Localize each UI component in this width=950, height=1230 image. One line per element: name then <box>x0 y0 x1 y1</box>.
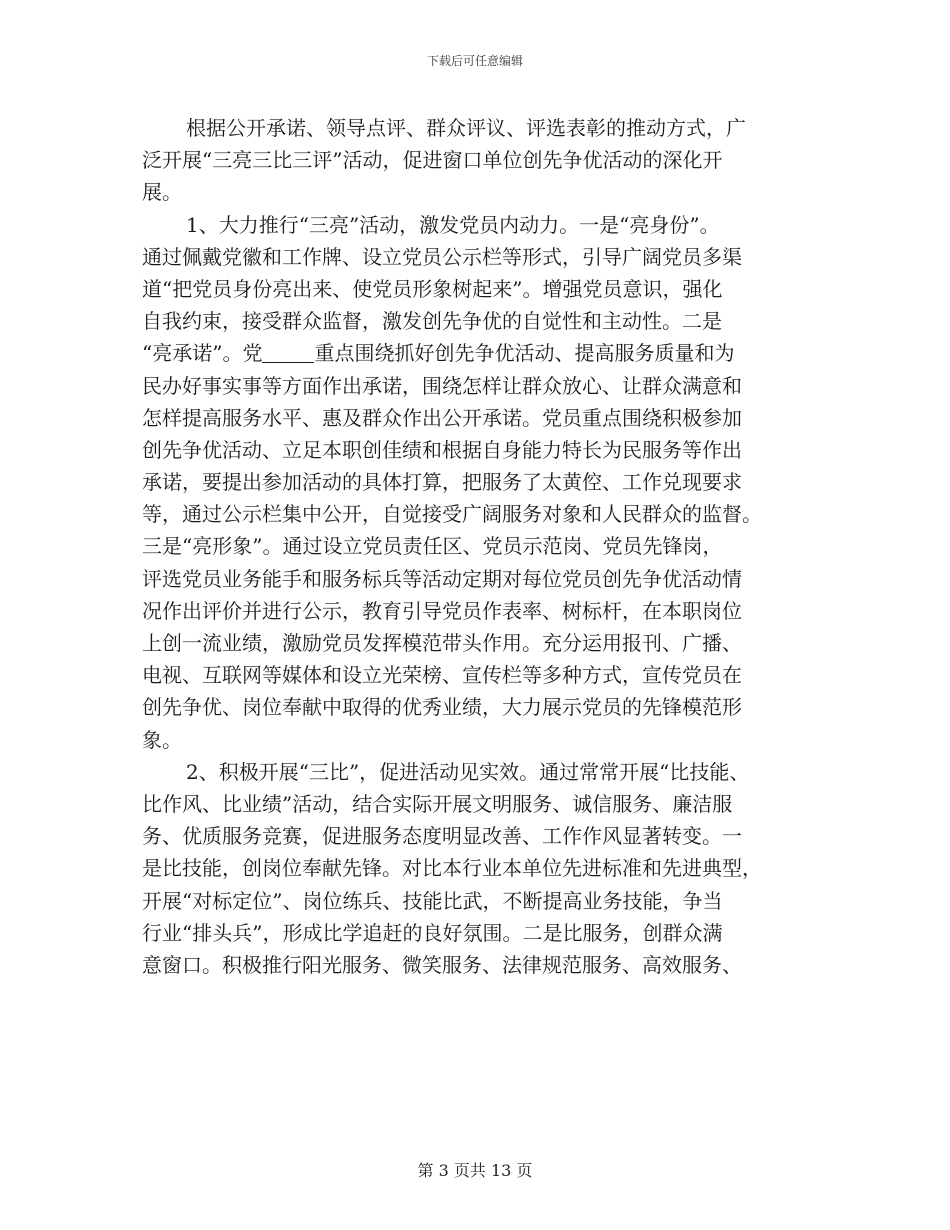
text-line: 承诺，要提出参加活动的具体打算，把服务了太黄倥、工作兑现要求 <box>142 470 742 495</box>
text-line: 民办好事实事等方面作出承诺，围绕怎样让群众放心、让群众满意和 <box>142 373 742 398</box>
text-line: 2、积极开展“三比”，促进活动见实效。通过常常开展“比技能、 <box>186 759 750 784</box>
fill-in-blank <box>262 342 314 363</box>
paragraph-1 <box>142 112 822 209</box>
text-line: 通过佩戴党徽和工作牌、设立党员公示栏等形式，引导广阔党员多渠 <box>142 244 742 269</box>
text-line: 道“把党员身份亮出来、使党员形象树起来”。增强党员意识，强化 <box>142 276 723 301</box>
text-line: 1、大力推行“三亮”活动，激发党员内动力。一是“亮身份”。 <box>186 212 720 237</box>
text-line: 电视、互联网等媒体和设立光荣榜、宣传栏等多种方式，宣传党员在 <box>142 663 742 688</box>
text-segment: 重点围绕抓好创先争优活动、提高服务质量和为 <box>314 341 735 366</box>
text-line: 自我约束，接受群众监督，激发创先争优的自觉性和主动性。二是 <box>142 309 722 334</box>
text-segment: “亮承诺”。党 <box>142 341 263 366</box>
text-line: 泛开展“三亮三比三评”活动，促进窗口单位创先争优活动的深化开 <box>142 148 723 173</box>
text-line: 三是“亮形象”。通过设立党员责任区、党员示范岗、党员先锋岗， <box>142 534 723 559</box>
text-line: 行业“排头兵”，形成比学追赶的良好氛围。二是比服务，创群众满 <box>142 920 723 945</box>
text-line: 开展“对标定位”、岗位练兵、技能比武，不断提高业务技能，争当 <box>142 888 723 913</box>
text-line: 意窗口。积极推行阳光服务、微笑服务、法律规范服务、高效服务、 <box>142 952 742 977</box>
text-line: 评选党员业务能手和服务标兵等活动定期对每位党员创先争优活动情 <box>142 566 742 591</box>
text-line: 展。 <box>142 180 182 205</box>
page-number: 第 3 页共 13 页 <box>417 1161 533 1180</box>
text-line: 象。 <box>142 727 182 752</box>
text-line: 创先争优、岗位奉献中取得的优秀业绩，大力展示党员的先锋模范形 <box>142 695 742 720</box>
document-body <box>142 112 822 981</box>
text-line: 是比技能，创岗位奉献先锋。对比本行业本单位先进标准和先进典型， <box>142 856 762 881</box>
page-header: 下载后可任意编辑 <box>426 54 523 68</box>
paragraph-3 <box>142 756 822 981</box>
paragraph-2 <box>142 209 822 756</box>
text-line: 等，通过公示栏集中公开，自觉接受广阔服务对象和人民群众的监督。 <box>142 502 762 527</box>
text-line: 上创一流业绩，激励党员发挥模范带头作用。充分运用报刊、广播、 <box>142 631 742 655</box>
text-line: 比作风、比业绩”活动，结合实际开展文明服务、诚信服务、廉洁服 <box>142 791 733 816</box>
text-line-with-blank <box>142 337 822 369</box>
text-line: 况作出评价并进行公示，教育引导党员作表率、树标杆，在本职岗位 <box>142 598 742 623</box>
text-line: 创先争优活动、立足本职创佳绩和根据自身能力特长为民服务等作出 <box>142 437 742 462</box>
text-line: 根据公开承诺、领导点评、群众评议、评选表彰的推动方式，广 <box>186 116 746 140</box>
text-line: 怎样提高服务水平、惠及群众作出公开承诺。党员重点围绕积极参加 <box>142 405 742 430</box>
text-line: 务、优质服务竞赛，促进服务态度明显改善、工作作风显著转变。一 <box>142 824 742 849</box>
